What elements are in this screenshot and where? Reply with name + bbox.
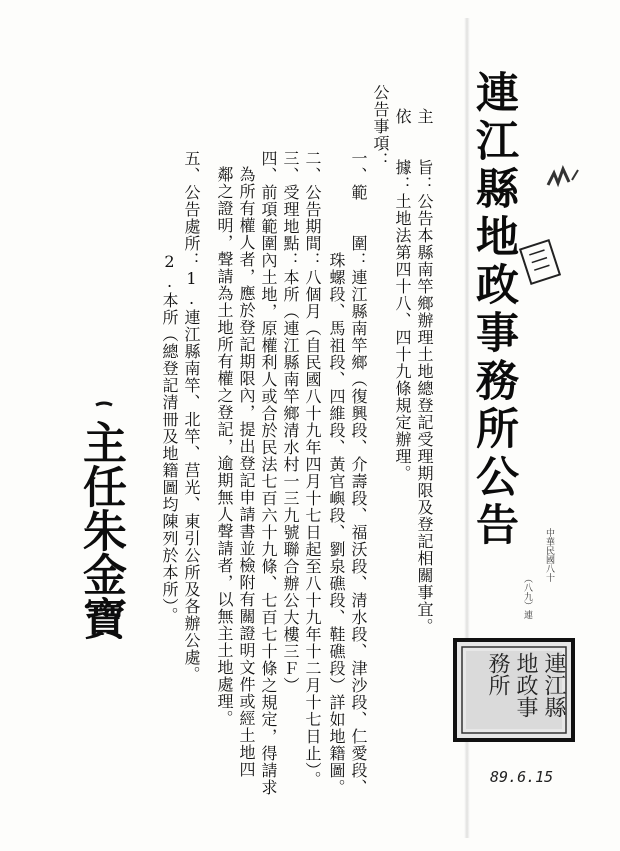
seal-text-line: 務所 — [485, 652, 510, 696]
scan-speck — [572, 170, 578, 180]
item-location: 三、受理地點：本所（連江縣南竿鄉清水村一三九號聯合辦公大樓三Ｆ） — [281, 150, 300, 694]
item-eligibility-cont: 為所有權人者，應於登記期限內，提出登記申請書並檢附有關證明文件或經土地四 — [237, 166, 256, 778]
item-eligibility-cont2: 鄰之證明，聲請為土地所有權之登記，逾期無人聲請者，以無主土地處理。 — [215, 166, 234, 727]
subject-text: 公告本縣南竿鄉辦理土地總登記受理期限及登記相關事宜。 — [415, 193, 434, 635]
item-scope: 一、範 圍：連江縣南竿鄉（復興段、介壽段、福沃段、清水段、津沙段、仁愛段、 — [349, 150, 368, 796]
document-title: 連江縣地政事務所公告 — [469, 70, 519, 550]
subject-label: 主 旨： — [415, 108, 434, 193]
ink-blot — [96, 403, 112, 405]
item-period: 二、公告期間：八個月（自民國八十九年四月十七日起至八十九年十二月十七日止）。 — [303, 150, 322, 788]
item-posting-cont: 2.本所（總登記清冊及地籍圖均陳列於本所）。 — [160, 252, 179, 624]
doc-number: （八九）連 — [522, 574, 532, 619]
basis-text: 土地法第四十八、四十九條規定辦理。 — [393, 193, 412, 482]
date-label: 中華民國八十 — [544, 528, 554, 582]
item-eligibility: 四、前項範圍內土地，原權利人或合於民法七百六十九條、七百七十條之規定，得請求 — [259, 150, 278, 796]
items-heading: 公告事項： — [371, 84, 390, 169]
received-stamp-icon — [520, 240, 560, 284]
item-posting: 五、公告處所：1.連江縣南竿、北竿、莒光、東引公所及各辦公處。 — [182, 150, 201, 683]
seal-text-line: 地政事 — [513, 652, 538, 718]
director-signature: 主任朱金寶 — [75, 420, 126, 640]
scan-speck — [548, 169, 569, 185]
handwritten-date: 89.6.15 — [490, 768, 554, 786]
item-scope-cont: 珠螺段、馬祖段、四維段、黃官嶼段、劉泉礁段、鞋礁段）詳如地籍圖。 — [327, 252, 346, 796]
basis-label: 依 據： — [393, 108, 412, 193]
seal-text-line: 連江縣 — [541, 652, 566, 718]
